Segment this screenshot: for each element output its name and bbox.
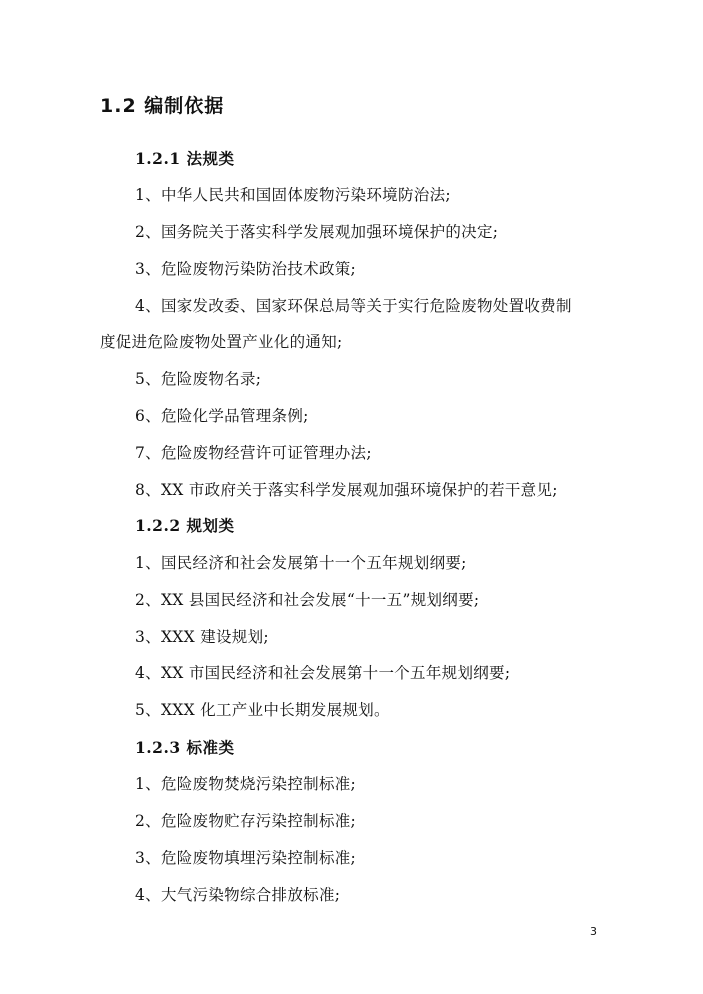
law-item-2: 2、国务院关于落实科学发展观加强环境保护的决定; [135, 223, 499, 241]
law-item-1: 1、中华人民共和国固体废物污染环境防治法; [135, 186, 451, 204]
standard-item-2: 2、危险废物贮存污染控制标准; [135, 812, 357, 830]
law-item-6: 6、危险化学品管理条例; [135, 407, 309, 425]
law-item-4-continued: 度促进危险废物处置产业化的通知; [100, 333, 343, 351]
plan-item-2: 2、XX 县国民经济和社会发展“十一五”规划纲要; [135, 591, 480, 609]
law-item-5: 5、危险废物名录; [135, 370, 262, 388]
plan-item-3: 3、XXX 建设规划; [135, 628, 269, 646]
standard-item-3: 3、危险废物填埋污染控制标准; [135, 849, 357, 867]
law-item-7: 7、危险废物经营许可证管理办法; [135, 444, 372, 462]
section-heading: 1.2 编制依据 [100, 95, 225, 117]
law-item-4: 4、国家发改委、国家环保总局等关于实行危险废物处置收费制 [135, 297, 572, 315]
subsection-title-laws: 1.2.1 法规类 [135, 149, 235, 168]
law-item-8: 8、XX 市政府关于落实科学发展观加强环境保护的若干意见; [135, 481, 558, 499]
page-number: 3 [590, 925, 597, 938]
plan-item-1: 1、国民经济和社会发展第十一个五年规划纲要; [135, 554, 467, 572]
standard-item-4: 4、大气污染物综合排放标准; [135, 886, 341, 904]
subsection-title-standards: 1.2.3 标准类 [135, 738, 235, 757]
law-item-3: 3、危险废物污染防治技术政策; [135, 260, 357, 278]
standard-item-1: 1、危险废物焚烧污染控制标准; [135, 775, 357, 793]
plan-item-4: 4、XX 市国民经济和社会发展第十一个五年规划纲要; [135, 664, 511, 682]
plan-item-5: 5、XXX 化工产业中长期发展规划。 [135, 701, 390, 719]
subsection-title-plans: 1.2.2 规划类 [135, 516, 235, 535]
